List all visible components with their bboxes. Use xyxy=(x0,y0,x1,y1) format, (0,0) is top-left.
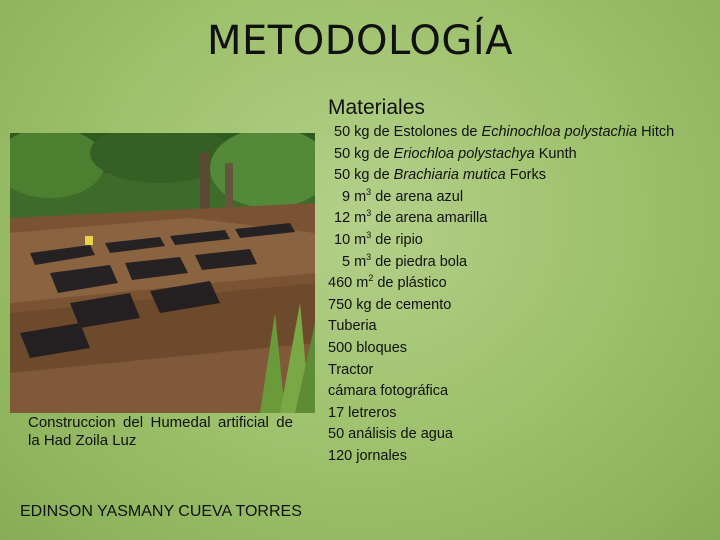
material-text: Tractor xyxy=(328,361,374,378)
material-item xyxy=(328,122,674,144)
material-text: 17 letreros xyxy=(328,404,397,421)
material-text-suffix: de arena azul xyxy=(371,188,464,205)
materials-list xyxy=(328,122,674,468)
material-text: 120 jornales xyxy=(328,447,407,464)
material-text: 50 análisis de agua xyxy=(328,426,453,443)
photo-caption: Construccion del Humedal artificial de la Had Zoila Luz xyxy=(28,414,293,449)
material-text-suffix: Hitch xyxy=(637,124,675,140)
material-text: 50 kg de xyxy=(334,167,394,184)
material-item xyxy=(328,424,674,446)
material-item xyxy=(328,446,674,468)
species-name: Echinochloa polystachia xyxy=(481,124,638,140)
material-text: 9 m xyxy=(342,188,367,205)
material-text: 12 m xyxy=(334,210,367,227)
material-text-suffix: de arena amarilla xyxy=(371,210,488,227)
material-text: 750 kg de cemento xyxy=(328,296,452,313)
material-text: 50 kg de xyxy=(334,145,394,162)
material-text-suffix: Kunth xyxy=(534,145,577,162)
material-text: 460 m xyxy=(328,275,369,292)
species-name: Eriochloa polystachya xyxy=(393,145,535,162)
unit-exponent: 3 xyxy=(366,186,372,197)
material-text: Tuberia xyxy=(328,318,377,335)
material-item xyxy=(328,403,674,425)
unit-exponent: 3 xyxy=(366,230,372,241)
material-item xyxy=(328,295,674,317)
material-text-suffix: Forks xyxy=(505,167,546,184)
constructed-wetland-photo xyxy=(10,133,315,413)
material-item xyxy=(328,187,674,209)
material-text-suffix: de ripio xyxy=(371,231,423,248)
unit-exponent: 3 xyxy=(366,208,372,219)
material-text: cámara fotográfica xyxy=(328,383,449,400)
material-item xyxy=(328,381,674,403)
species-name: Brachiaria mutica xyxy=(393,167,506,184)
material-item xyxy=(328,338,674,360)
material-item xyxy=(328,360,674,382)
author-name: EDINSON YASMANY CUEVA TORRES xyxy=(20,503,302,520)
material-text-suffix: de plástico xyxy=(373,275,447,292)
material-item xyxy=(328,273,674,295)
slide-title: METODOLOGÍA xyxy=(207,18,513,64)
material-item xyxy=(328,165,674,187)
material-text: 500 bloques xyxy=(328,339,408,356)
material-text-suffix: de piedra bola xyxy=(371,253,468,270)
material-text: 50 kg de Estolones de xyxy=(334,124,482,140)
material-text: 10 m xyxy=(334,231,367,248)
materials-heading: Materiales xyxy=(328,96,425,119)
material-item xyxy=(328,144,674,166)
material-text: 5 m xyxy=(342,253,367,270)
material-item xyxy=(328,230,674,252)
material-item xyxy=(328,252,674,274)
material-item xyxy=(328,208,674,230)
unit-exponent: 3 xyxy=(366,251,372,262)
unit-exponent: 2 xyxy=(368,273,374,284)
material-item xyxy=(328,316,674,338)
